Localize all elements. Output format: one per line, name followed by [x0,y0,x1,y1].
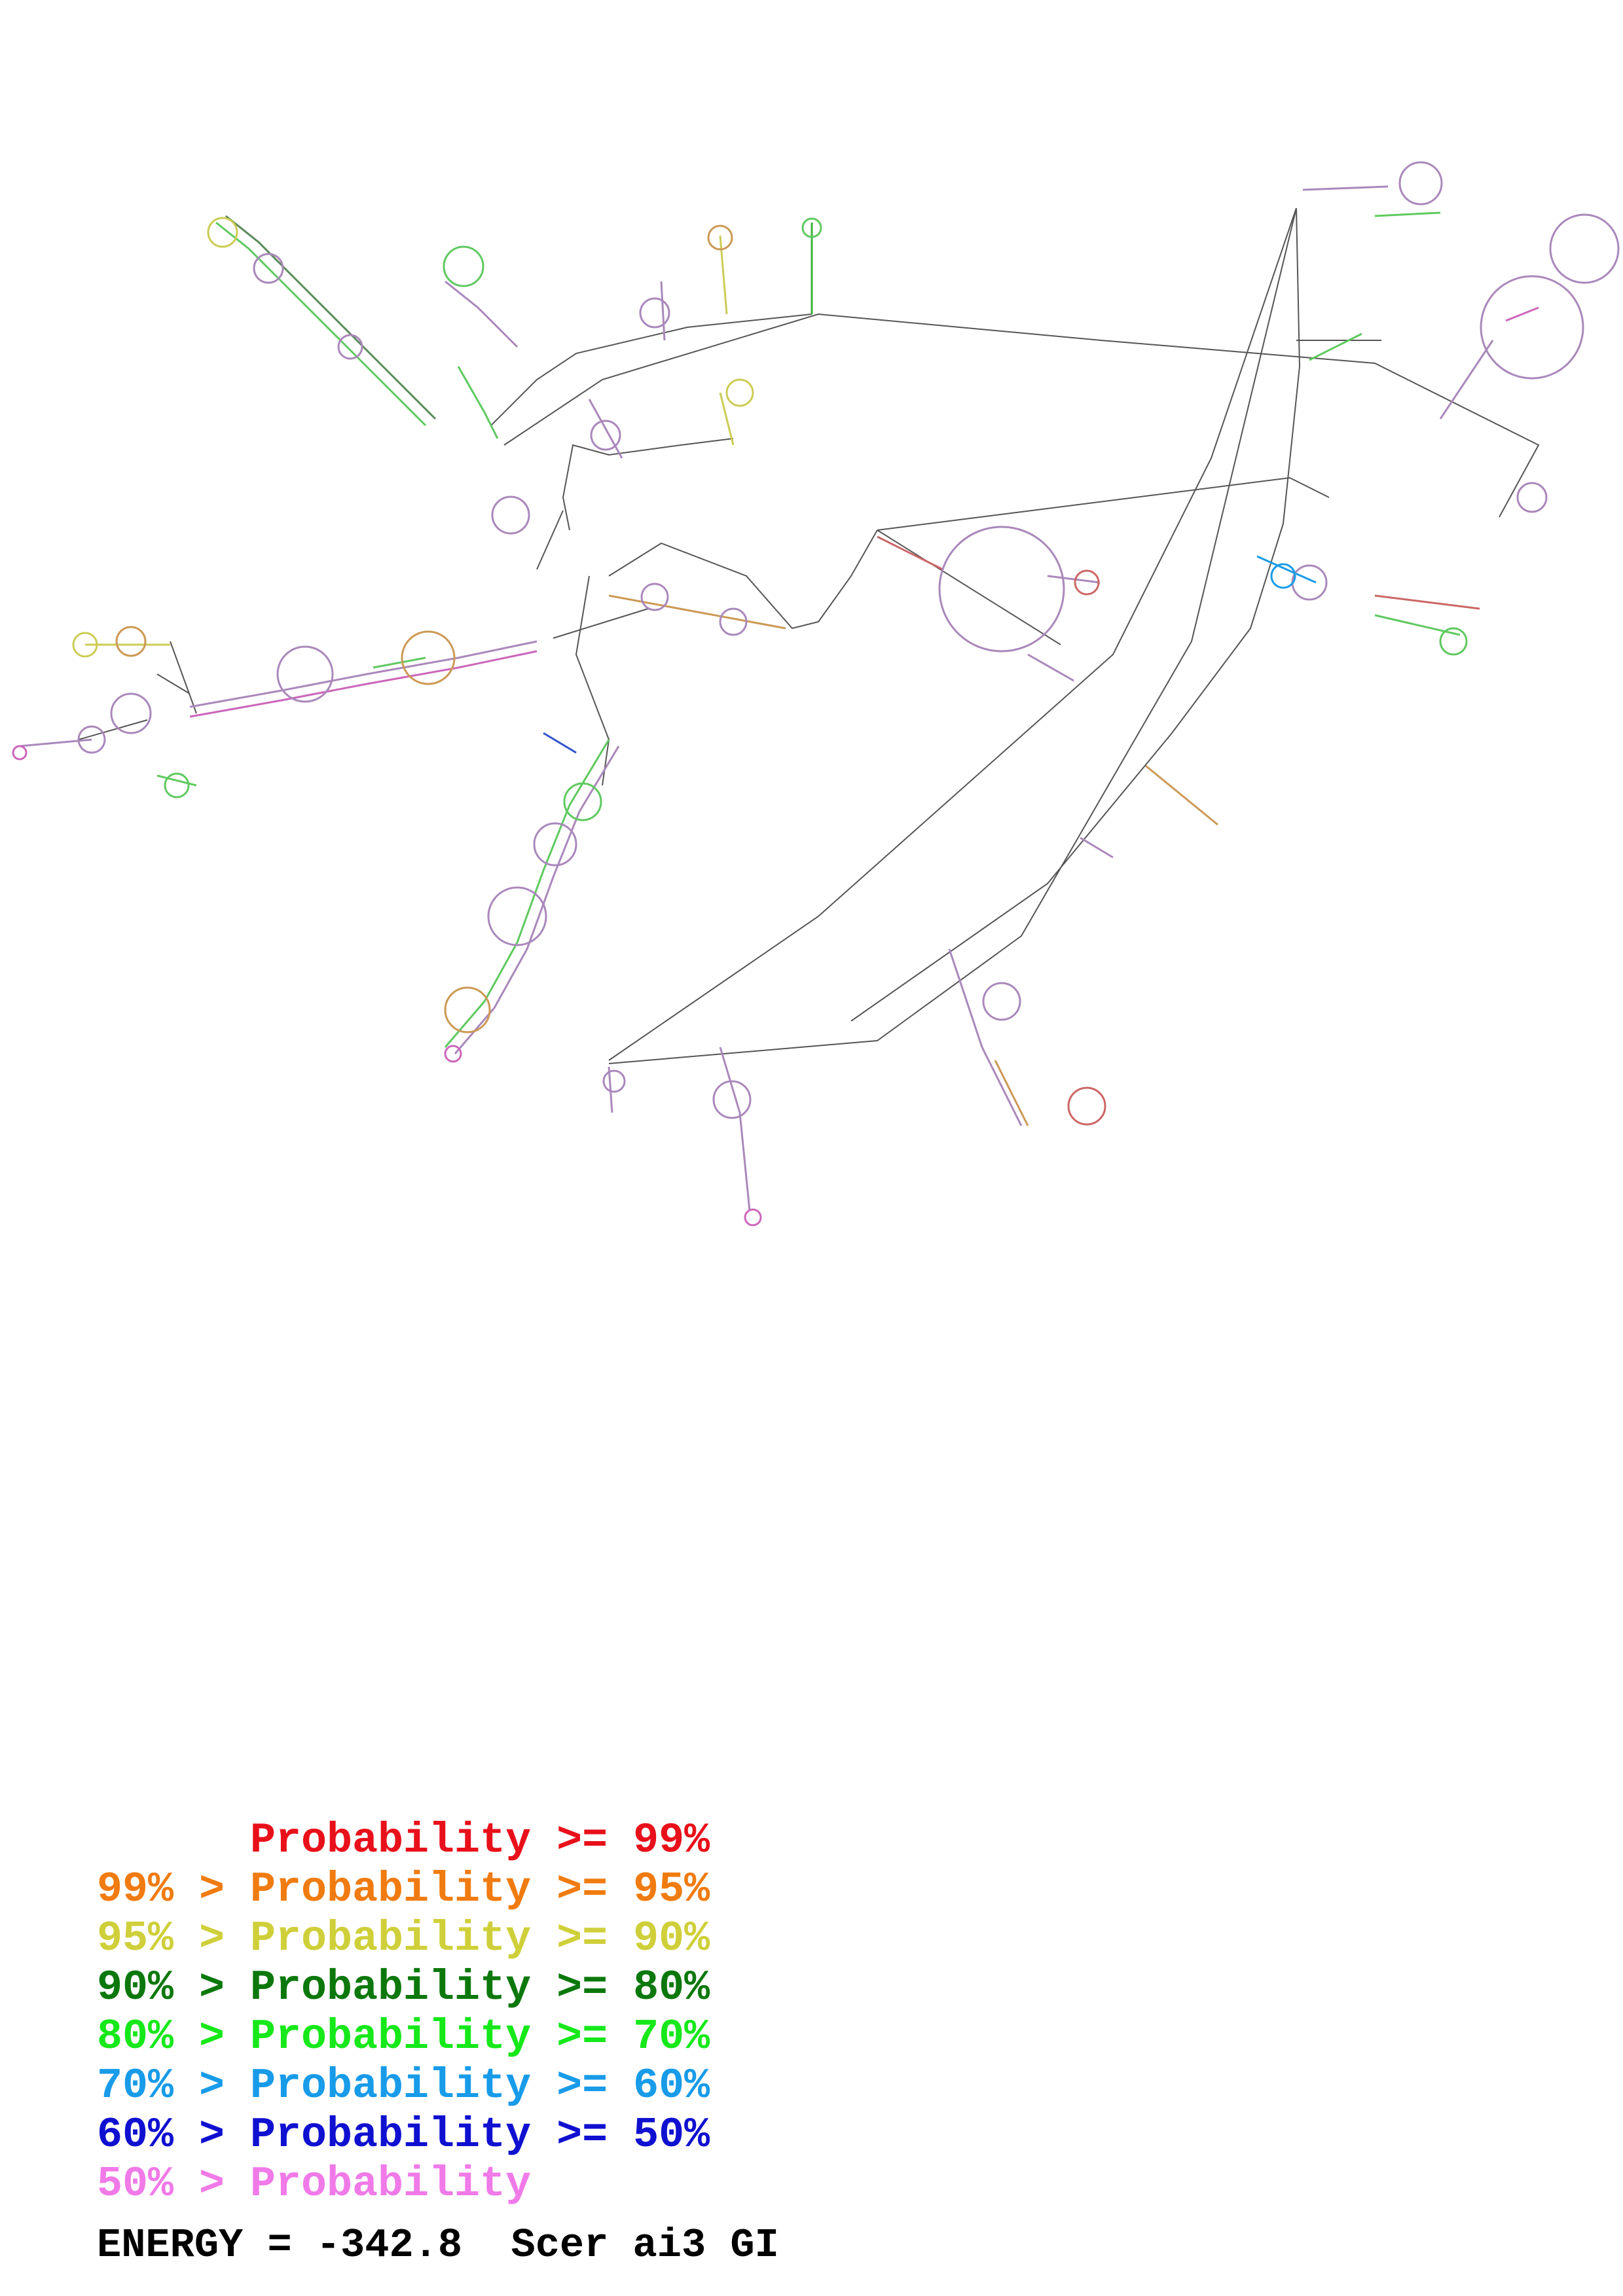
legend-entry [97,1964,710,2013]
legend-label: Probability >= 80% [250,1964,710,2012]
legend-label: Probability >= 50% [250,2111,710,2159]
legend-label: Probability >= 95% [250,1865,710,1914]
energy-caption: ENERGY = -342.8 Scer ai3 GI [97,2222,779,2269]
legend-label: Probability >= 90% [250,1914,710,1963]
legend-prefix: 70% > [97,2062,251,2110]
legend-entry [97,1865,710,1914]
legend-prefix: 50% > [97,2160,251,2208]
legend-prefix: 95% > [97,1914,251,1963]
legend-entry [97,2062,710,2111]
legend-entry [97,2013,710,2062]
legend-entry [97,2111,710,2160]
legend-prefix: 99% > [97,1865,251,1914]
legend-prefix: 60% > [97,2111,251,2159]
legend-label: Probability >= 60% [250,2062,710,2110]
rna-backbone-lines [79,208,1539,1064]
legend-prefix: 80% > [97,2013,251,2061]
legend-label: Probability [250,2160,532,2208]
legend-entry [97,1914,710,1964]
legend-prefix: 90% > [97,1964,251,2012]
legend-label: Probability >= 70% [250,2013,710,2061]
legend-entry [97,1816,710,1865]
rna-hairpin-loops [13,162,1618,1225]
legend-entry [97,2160,531,2209]
legend-label: Probability >= 99% [250,1816,710,1865]
